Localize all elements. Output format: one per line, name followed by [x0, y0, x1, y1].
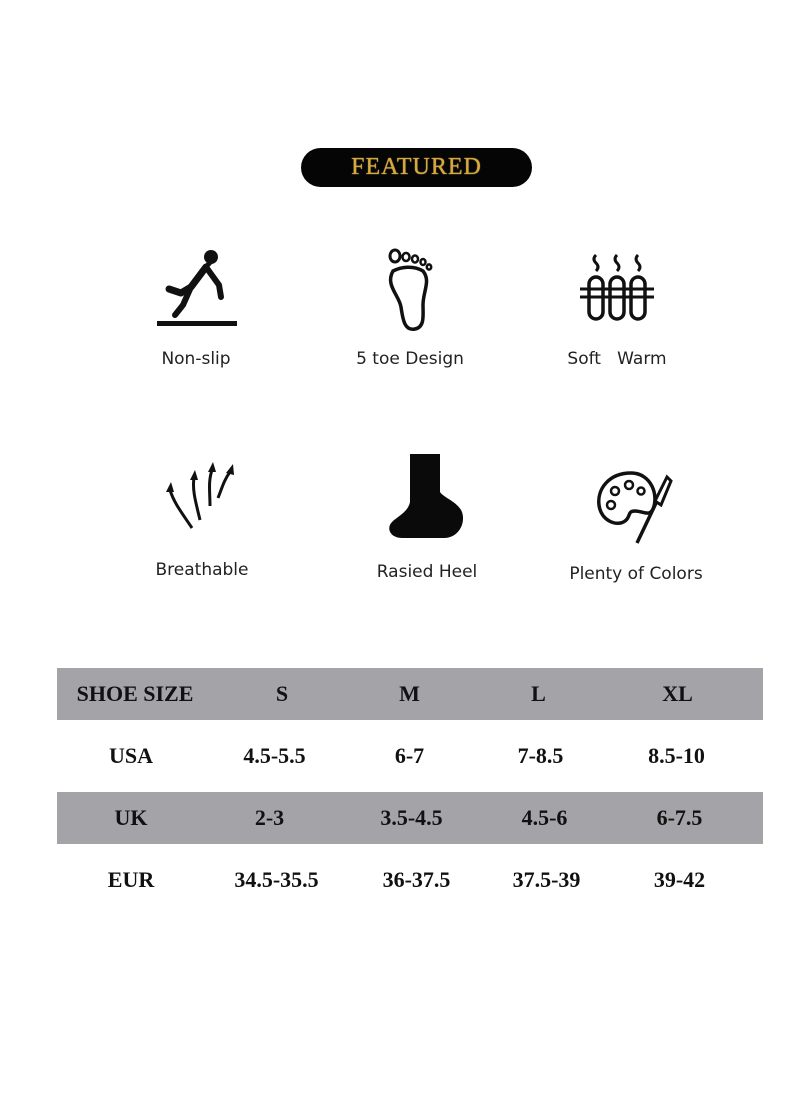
palette-icon	[591, 465, 681, 550]
table-cell: EUR	[107, 867, 155, 892]
slipping-person-icon	[151, 245, 241, 335]
table-cell: 39-42	[653, 867, 706, 892]
table-cell: 36-37.5	[382, 867, 451, 892]
table-cell: 6-7.5	[656, 805, 703, 830]
featured-banner	[301, 148, 532, 187]
table-header-cell: L	[531, 681, 546, 706]
footprint-icon	[365, 245, 455, 335]
table-header-row	[57, 668, 763, 720]
feature-label: Breathable	[155, 560, 249, 580]
table-header-cell: S	[275, 681, 289, 706]
table-row	[57, 730, 763, 782]
table-header-cell: XL	[662, 681, 693, 706]
table-row	[57, 854, 763, 906]
table-cell: 34.5-35.5	[234, 867, 319, 892]
table-cell: 3.5-4.5	[380, 805, 443, 830]
heater-icon	[572, 245, 662, 335]
table-header-cell: SHOE SIZE	[76, 681, 194, 706]
feature-label: 5 toe Design	[356, 349, 464, 369]
airflow-arrows-icon	[152, 458, 252, 538]
table-row	[57, 792, 763, 844]
table-cell: UK	[114, 805, 148, 830]
feature-breathable	[102, 458, 302, 588]
feature-non-slip	[96, 245, 296, 385]
table-cell: 37.5-39	[512, 867, 581, 892]
size-table	[57, 668, 763, 906]
table-cell: 7-8.5	[517, 743, 564, 768]
table-cell: 8.5-10	[648, 743, 705, 768]
feature-label: Non-slip	[161, 349, 231, 369]
table-cell: 2-3	[254, 805, 285, 830]
table-cell: USA	[108, 743, 153, 768]
table-cell: 4.5-5.5	[243, 743, 306, 768]
feature-label: Plenty of Colors	[569, 564, 703, 584]
featured-title: FEATURED	[351, 154, 482, 180]
sock-icon	[382, 452, 472, 542]
feature-label: Rasied Heel	[376, 562, 478, 582]
table-cell: 6-7	[394, 743, 425, 768]
table-cell: 4.5-6	[521, 805, 568, 830]
table-header-cell: M	[399, 681, 420, 706]
feature-5-toe-design	[310, 245, 510, 385]
feature-raised-heel	[327, 452, 527, 588]
feature-label: Soft Warm	[567, 349, 667, 369]
feature-plenty-of-colors	[536, 465, 736, 590]
feature-soft-warm	[517, 245, 717, 385]
